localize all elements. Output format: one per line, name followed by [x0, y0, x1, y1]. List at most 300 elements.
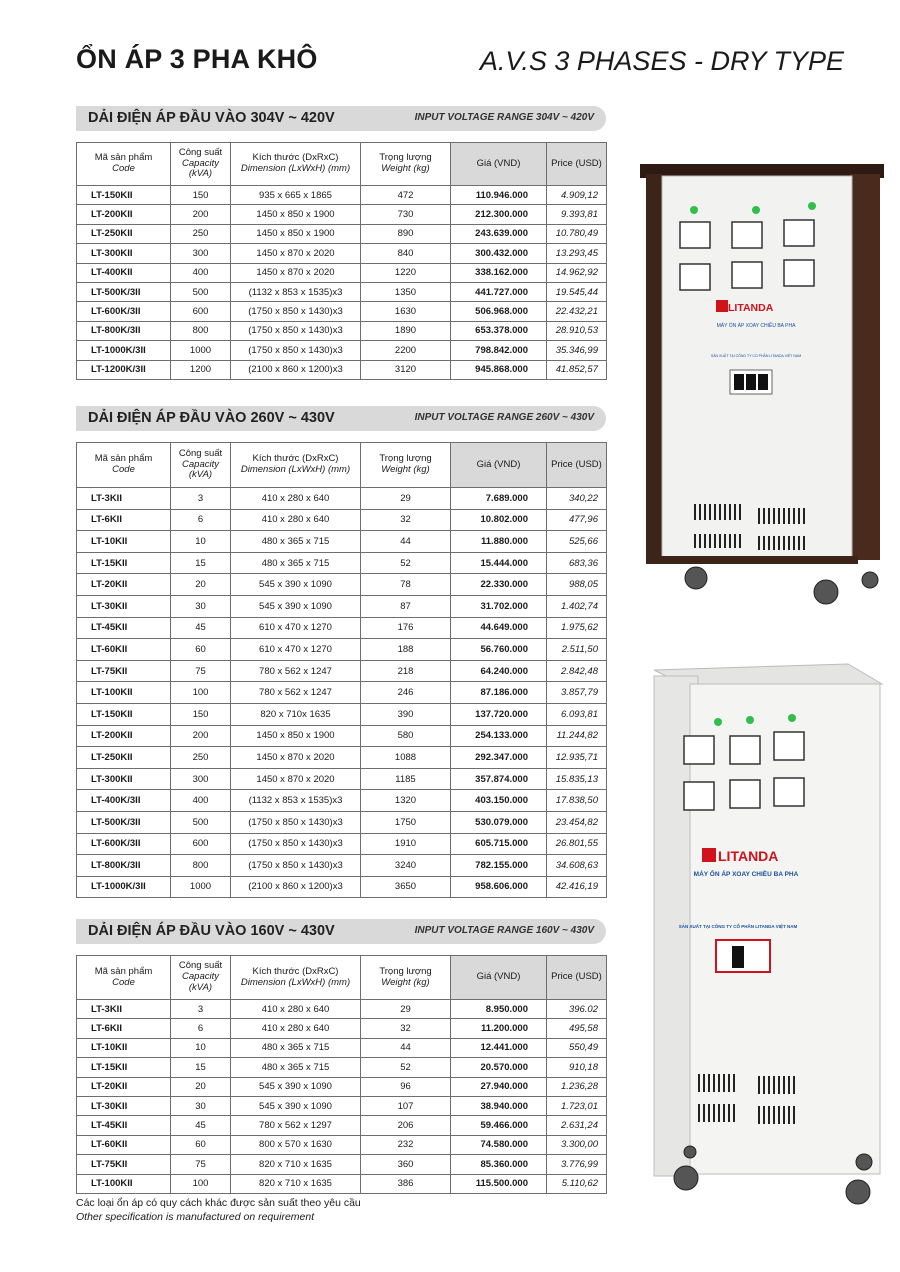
col-capacity: [171, 443, 231, 488]
col-dimension-vi: Kích thước (DxRxC): [252, 965, 339, 977]
cell-weight: 3240: [361, 855, 451, 877]
cell-dimension: 610 x 470 x 1270: [231, 639, 361, 661]
table-row: [77, 1000, 607, 1019]
col-weight-en: Weight (kg): [381, 976, 430, 988]
footnote-en: Other specification is manufactured on requirement: [76, 1210, 315, 1223]
cell-capacity: 20: [171, 574, 231, 596]
cell-code: LT-400KII: [77, 263, 171, 282]
col-code-vi: Mã sản phẩm: [94, 152, 153, 164]
table-header-row: [77, 143, 607, 186]
cell-code: LT-6KII: [77, 509, 171, 531]
table-row: [77, 639, 607, 661]
cell-weight: 2200: [361, 341, 451, 360]
price-table: [76, 142, 607, 380]
cell-capacity: 200: [171, 205, 231, 224]
cell-weight: 52: [361, 552, 451, 574]
table-row: [77, 1096, 607, 1115]
cell-price-usd: 4.909,12: [547, 186, 607, 205]
cell-price-vnd: 15.444.000: [451, 552, 547, 574]
cell-price-usd: 525,66: [547, 531, 607, 553]
cell-dimension: 1450 x 870 x 2020: [231, 768, 361, 790]
cell-dimension: (1750 x 850 x 1430)x3: [231, 302, 361, 321]
cell-weight: 176: [361, 617, 451, 639]
cell-code: LT-600K/3II: [77, 833, 171, 855]
cell-weight: 840: [361, 244, 451, 263]
col-code-en: Code: [112, 976, 135, 988]
cell-dimension: (1132 x 853 x 1535)x3: [231, 790, 361, 812]
cell-capacity: 75: [171, 1155, 231, 1174]
cell-price-vnd: 945.868.000: [451, 360, 547, 379]
cell-dimension: 780 x 562 x 1247: [231, 660, 361, 682]
cell-weight: 890: [361, 224, 451, 243]
cell-weight: 44: [361, 531, 451, 553]
col-capacity-en: Capacity (kVA): [182, 458, 219, 481]
table-row: [77, 660, 607, 682]
cell-price-usd: 910,18: [547, 1058, 607, 1077]
cell-code: LT-250KII: [77, 747, 171, 769]
cell-dimension: 480 x 365 x 715: [231, 1038, 361, 1057]
cell-price-vnd: 64.240.000: [451, 660, 547, 682]
col-dimension-en: Dimension (LxWxH) (mm): [240, 464, 351, 475]
cell-dimension: 780 x 562 x 1297: [231, 1116, 361, 1135]
section-title-vi: DẢI ĐIỆN ÁP ĐẦU VÀO 304V ~ 420V: [88, 110, 335, 126]
cell-price-vnd: 958.606.000: [451, 876, 547, 898]
section-title-en: INPUT VOLTAGE RANGE 304V ~ 420V: [414, 112, 594, 123]
cell-code: LT-30KII: [77, 595, 171, 617]
cell-capacity: 1000: [171, 341, 231, 360]
cell-dimension: (1750 x 850 x 1430)x3: [231, 833, 361, 855]
product-image-brown-cabinet: [636, 164, 884, 624]
table-row: [77, 205, 607, 224]
cell-dimension: 1450 x 870 x 2020: [231, 263, 361, 282]
cell-price-vnd: 8.950.000: [451, 1000, 547, 1019]
footnote-vi: Các loại ổn áp có quy cách khác được sản suất theo yêu cầu: [76, 1197, 361, 1209]
table-row: [77, 244, 607, 263]
table-row: [77, 1174, 607, 1193]
cell-capacity: 500: [171, 811, 231, 833]
cell-price-usd: 683,36: [547, 552, 607, 574]
table-row: [77, 1038, 607, 1057]
cell-capacity: 15: [171, 1058, 231, 1077]
cell-weight: 1220: [361, 263, 451, 282]
table-row: [77, 595, 607, 617]
cell-code: LT-20KII: [77, 574, 171, 596]
cell-weight: 232: [361, 1135, 451, 1154]
cell-price-vnd: 85.360.000: [451, 1155, 547, 1174]
cell-price-usd: 10.780,49: [547, 224, 607, 243]
cell-dimension: 935 x 665 x 1865: [231, 186, 361, 205]
cell-capacity: 20: [171, 1077, 231, 1096]
table-row: [77, 876, 607, 898]
cell-capacity: 30: [171, 1096, 231, 1115]
cell-price-vnd: 441.727.000: [451, 282, 547, 301]
cell-price-vnd: 137.720.000: [451, 703, 547, 725]
cell-capacity: 45: [171, 1116, 231, 1135]
col-code: [77, 956, 171, 1000]
brand-name: LITANDA: [728, 302, 774, 314]
cell-price-vnd: 530.079.000: [451, 811, 547, 833]
cell-price-vnd: 44.649.000: [451, 617, 547, 639]
cell-price-usd: 42.416,19: [547, 876, 607, 898]
table-row: [77, 1058, 607, 1077]
cell-price-vnd: 27.940.000: [451, 1077, 547, 1096]
cell-weight: 1088: [361, 747, 451, 769]
cell-weight: 32: [361, 1019, 451, 1038]
cell-price-usd: 3.300,00: [547, 1135, 607, 1154]
cell-capacity: 45: [171, 617, 231, 639]
cell-code: LT-3KII: [77, 1000, 171, 1019]
cell-capacity: 600: [171, 302, 231, 321]
power-switch-panel: [716, 940, 770, 972]
cell-price-vnd: 56.760.000: [451, 639, 547, 661]
cell-dimension: 1450 x 850 x 1900: [231, 224, 361, 243]
cell-weight: 44: [361, 1038, 451, 1057]
cell-capacity: 800: [171, 855, 231, 877]
table-header-row: [77, 443, 607, 488]
cell-price-vnd: 292.347.000: [451, 747, 547, 769]
col-dimension-en: Dimension (LxWxH) (mm): [240, 976, 351, 988]
section-304-420: [76, 106, 606, 380]
cell-code: LT-75KII: [77, 660, 171, 682]
cell-dimension: 410 x 280 x 640: [231, 1000, 361, 1019]
table-row: [77, 1135, 607, 1154]
cell-price-vnd: 782.155.000: [451, 855, 547, 877]
cell-dimension: 545 x 390 x 1090: [231, 1077, 361, 1096]
cell-weight: 386: [361, 1174, 451, 1193]
cell-code: LT-20KII: [77, 1077, 171, 1096]
col-dimension-en: Dimension (LxWxH) (mm): [240, 163, 351, 174]
cell-capacity: 600: [171, 833, 231, 855]
cell-price-usd: 41.852,57: [547, 360, 607, 379]
section-title-en: INPUT VOLTAGE RANGE 160V ~ 430V: [414, 925, 594, 936]
section-title-en: INPUT VOLTAGE RANGE 260V ~ 430V: [414, 412, 594, 423]
cell-price-usd: 550,49: [547, 1038, 607, 1057]
cell-capacity: 300: [171, 244, 231, 263]
cell-dimension: 800 x 570 x 1630: [231, 1135, 361, 1154]
maker-line: SẢN XUẤT TẠI CÔNG TY CỔ PHẦN LITANDA VIỆT NAM: [710, 354, 802, 358]
cell-price-usd: 14.962,92: [547, 263, 607, 282]
col-capacity-vi: Công suất: [178, 146, 223, 158]
cell-code: LT-1000K/3II: [77, 341, 171, 360]
cell-price-usd: 28.910,53: [547, 321, 607, 340]
col-weight: [361, 143, 451, 186]
cell-price-usd: 26.801,55: [547, 833, 607, 855]
cell-weight: 1910: [361, 833, 451, 855]
cell-price-vnd: 357.874.000: [451, 768, 547, 790]
table-row: [77, 186, 607, 205]
cell-capacity: 500: [171, 282, 231, 301]
cell-price-usd: 477,96: [547, 509, 607, 531]
table-row: [77, 833, 607, 855]
cell-code: LT-15KII: [77, 1058, 171, 1077]
cell-dimension: 1450 x 850 x 1900: [231, 205, 361, 224]
cell-price-usd: 23.454,82: [547, 811, 607, 833]
cell-capacity: 60: [171, 1135, 231, 1154]
cell-price-usd: 1.975,62: [547, 617, 607, 639]
cell-code: LT-6KII: [77, 1019, 171, 1038]
cell-capacity: 400: [171, 790, 231, 812]
cell-code: LT-3KII: [77, 488, 171, 510]
section-title-vi: DẢI ĐIỆN ÁP ĐẦU VÀO 260V ~ 430V: [88, 410, 335, 426]
cell-dimension: 610 x 470 x 1270: [231, 617, 361, 639]
table-row: [77, 263, 607, 282]
price-table: [76, 955, 607, 1194]
cell-capacity: 60: [171, 639, 231, 661]
cell-dimension: 820 x 710 x 1635: [231, 1174, 361, 1193]
table-row: [77, 703, 607, 725]
cell-price-usd: 22.432,21: [547, 302, 607, 321]
brand-logo-mark: [702, 848, 716, 862]
table-row: [77, 768, 607, 790]
cell-price-usd: 6.093,81: [547, 703, 607, 725]
col-code: [77, 443, 171, 488]
cell-weight: 29: [361, 1000, 451, 1019]
cell-weight: 1890: [361, 321, 451, 340]
col-weight-vi: Trọng lượng: [379, 152, 432, 164]
cell-code: LT-300KII: [77, 244, 171, 263]
cell-code: LT-150KII: [77, 703, 171, 725]
cell-capacity: 6: [171, 1019, 231, 1038]
cell-price-vnd: 110.946.000: [451, 186, 547, 205]
cell-dimension: (2100 x 860 x 1200)x3: [231, 360, 361, 379]
cell-capacity: 150: [171, 186, 231, 205]
cell-dimension: (2100 x 860 x 1200)x3: [231, 876, 361, 898]
cell-price-vnd: 115.500.000: [451, 1174, 547, 1193]
cell-dimension: 1450 x 850 x 1900: [231, 725, 361, 747]
table-row: [77, 790, 607, 812]
cell-code: LT-10KII: [77, 1038, 171, 1057]
cell-capacity: 1000: [171, 876, 231, 898]
cell-code: LT-45KII: [77, 1116, 171, 1135]
cell-price-usd: 988,05: [547, 574, 607, 596]
cell-price-usd: 2.511,50: [547, 639, 607, 661]
cell-weight: 32: [361, 509, 451, 531]
cell-price-usd: 495,58: [547, 1019, 607, 1038]
cell-capacity: 10: [171, 531, 231, 553]
col-price-vnd: Giá (VND): [451, 956, 547, 1000]
cell-code: LT-75KII: [77, 1155, 171, 1174]
table-row: [77, 855, 607, 877]
cell-weight: 1750: [361, 811, 451, 833]
cell-capacity: 75: [171, 660, 231, 682]
cell-price-vnd: 22.330.000: [451, 574, 547, 596]
caster-wheels: [685, 567, 878, 604]
cell-price-vnd: 300.432.000: [451, 244, 547, 263]
cell-dimension: 480 x 365 x 715: [231, 531, 361, 553]
cell-dimension: 780 x 562 x 1247: [231, 682, 361, 704]
table-row: [77, 1116, 607, 1135]
table-row: [77, 341, 607, 360]
cell-weight: 87: [361, 595, 451, 617]
cell-price-usd: 13.293,45: [547, 244, 607, 263]
col-price-usd: Price (USD): [547, 956, 607, 1000]
cell-price-vnd: 12.441.000: [451, 1038, 547, 1057]
col-code: [77, 143, 171, 186]
col-code-en: Code: [112, 163, 135, 174]
cell-dimension: (1750 x 850 x 1430)x3: [231, 811, 361, 833]
cell-capacity: 3: [171, 488, 231, 510]
cell-price-vnd: 59.466.000: [451, 1116, 547, 1135]
section-banner: [76, 919, 606, 944]
cell-dimension: (1750 x 850 x 1430)x3: [231, 321, 361, 340]
cell-code: LT-800K/3II: [77, 321, 171, 340]
brand-name: LITANDA: [718, 848, 779, 864]
col-dimension-vi: Kích thước (DxRxC): [252, 152, 339, 164]
cell-dimension: (1132 x 853 x 1535)x3: [231, 282, 361, 301]
col-capacity-en: Capacity (kVA): [182, 971, 219, 993]
cell-weight: 3650: [361, 876, 451, 898]
cell-dimension: 820 x 710x 1635: [231, 703, 361, 725]
col-weight-vi: Trọng lượng: [379, 965, 432, 977]
cell-weight: 218: [361, 660, 451, 682]
col-dimension: [231, 443, 361, 488]
page-title-vi: ỔN ÁP 3 PHA KHÔ: [76, 44, 318, 74]
col-weight-en: Weight (kg): [381, 163, 430, 174]
cell-weight: 1320: [361, 790, 451, 812]
table-row: [77, 725, 607, 747]
cabinet-frame-left: [646, 174, 662, 562]
cell-price-usd: 5.110,62: [547, 1174, 607, 1193]
cell-weight: 580: [361, 725, 451, 747]
table-row: [77, 1019, 607, 1038]
cell-code: LT-200KII: [77, 205, 171, 224]
cell-dimension: 545 x 390 x 1090: [231, 595, 361, 617]
cell-code: LT-400K/3II: [77, 790, 171, 812]
cell-price-usd: 15.835,13: [547, 768, 607, 790]
cell-price-usd: 35.346,99: [547, 341, 607, 360]
col-capacity-vi: Công suất: [178, 447, 223, 459]
cell-code: LT-30KII: [77, 1096, 171, 1115]
cell-code: LT-500K/3II: [77, 282, 171, 301]
cell-price-vnd: 798.842.000: [451, 341, 547, 360]
table-row: [77, 1077, 607, 1096]
cell-code: LT-1200K/3II: [77, 360, 171, 379]
cell-price-vnd: 11.200.000: [451, 1019, 547, 1038]
cell-price-vnd: 20.570.000: [451, 1058, 547, 1077]
cell-capacity: 200: [171, 725, 231, 747]
col-code-vi: Mã sản phẩm: [94, 965, 153, 977]
table-row: [77, 302, 607, 321]
cell-price-vnd: 403.150.000: [451, 790, 547, 812]
table-row: [77, 509, 607, 531]
col-code-vi: Mã sản phẩm: [94, 453, 153, 465]
section-banner: [76, 106, 606, 131]
table-row: [77, 321, 607, 340]
cell-price-usd: 34.608,63: [547, 855, 607, 877]
cell-capacity: 30: [171, 595, 231, 617]
col-dimension-vi: Kích thước (DxRxC): [252, 453, 339, 465]
cell-price-vnd: 74.580.000: [451, 1135, 547, 1154]
cell-price-usd: 396.02: [547, 1000, 607, 1019]
cell-weight: 107: [361, 1096, 451, 1115]
cell-dimension: 545 x 390 x 1090: [231, 1096, 361, 1115]
product-subtitle: MÁY ỔN ÁP XOAY CHIỀU BA PHA: [693, 871, 799, 878]
cell-capacity: 10: [171, 1038, 231, 1057]
cell-dimension: (1750 x 850 x 1430)x3: [231, 855, 361, 877]
table-row: [77, 574, 607, 596]
cell-weight: 1350: [361, 282, 451, 301]
cell-code: LT-600K/3II: [77, 302, 171, 321]
cell-price-usd: 1.236,28: [547, 1077, 607, 1096]
cell-dimension: 480 x 365 x 715: [231, 1058, 361, 1077]
table-row: [77, 282, 607, 301]
col-weight: [361, 443, 451, 488]
product-image-white-cabinet: [650, 656, 886, 1216]
cell-weight: 246: [361, 682, 451, 704]
cell-weight: 1630: [361, 302, 451, 321]
cell-weight: 206: [361, 1116, 451, 1135]
cell-price-usd: 340,22: [547, 488, 607, 510]
cell-price-usd: 17.838,50: [547, 790, 607, 812]
cell-dimension: (1750 x 850 x 1430)x3: [231, 341, 361, 360]
table-header-row: [77, 956, 607, 1000]
cell-capacity: 250: [171, 224, 231, 243]
cell-capacity: 3: [171, 1000, 231, 1019]
cell-price-usd: 1.402,74: [547, 595, 607, 617]
footnote: [76, 1197, 361, 1224]
cell-weight: 29: [361, 488, 451, 510]
col-capacity-en: Capacity (kVA): [182, 157, 219, 180]
cell-price-vnd: 10.802.000: [451, 509, 547, 531]
cell-price-usd: 19.545,44: [547, 282, 607, 301]
col-weight-vi: Trọng lượng: [379, 453, 432, 465]
cell-price-vnd: 653.378.000: [451, 321, 547, 340]
col-price-vnd: Giá (VND): [451, 443, 547, 488]
brand-logo-mark: [716, 300, 728, 312]
col-dimension: [231, 956, 361, 1000]
table-row: [77, 1155, 607, 1174]
col-weight-en: Weight (kg): [381, 464, 430, 475]
cell-dimension: 1450 x 870 x 2020: [231, 747, 361, 769]
cell-weight: 390: [361, 703, 451, 725]
col-price-usd: Price (USD): [547, 443, 607, 488]
cell-price-usd: 3.776,99: [547, 1155, 607, 1174]
cell-price-usd: 2.631,24: [547, 1116, 607, 1135]
col-price-usd: Price (USD): [547, 143, 607, 186]
cell-price-vnd: 254.133.000: [451, 725, 547, 747]
cell-dimension: 1450 x 870 x 2020: [231, 244, 361, 263]
cell-code: LT-250KII: [77, 224, 171, 243]
cell-dimension: 545 x 390 x 1090: [231, 574, 361, 596]
cell-dimension: 410 x 280 x 640: [231, 509, 361, 531]
cell-dimension: 820 x 710 x 1635: [231, 1155, 361, 1174]
cell-price-vnd: 7.689.000: [451, 488, 547, 510]
cabinet-side-panel: [850, 174, 880, 560]
table-row: [77, 488, 607, 510]
table-row: [77, 811, 607, 833]
cell-price-usd: 2.842,48: [547, 660, 607, 682]
cell-dimension: 410 x 280 x 640: [231, 1019, 361, 1038]
cell-code: LT-150KII: [77, 186, 171, 205]
col-dimension: [231, 143, 361, 186]
cell-price-usd: 1.723,01: [547, 1096, 607, 1115]
cell-weight: 1185: [361, 768, 451, 790]
table-row: [77, 531, 607, 553]
table-row: [77, 682, 607, 704]
cell-price-vnd: 31.702.000: [451, 595, 547, 617]
cell-code: LT-60KII: [77, 639, 171, 661]
cell-capacity: 1200: [171, 360, 231, 379]
cell-price-usd: 11.244,82: [547, 725, 607, 747]
cell-code: LT-200KII: [77, 725, 171, 747]
cell-price-vnd: 87.186.000: [451, 682, 547, 704]
cell-dimension: 480 x 365 x 715: [231, 552, 361, 574]
section-banner: [76, 406, 606, 431]
cell-code: LT-100KII: [77, 1174, 171, 1193]
cell-price-vnd: 506.968.000: [451, 302, 547, 321]
col-weight: [361, 956, 451, 1000]
col-capacity: [171, 143, 231, 186]
